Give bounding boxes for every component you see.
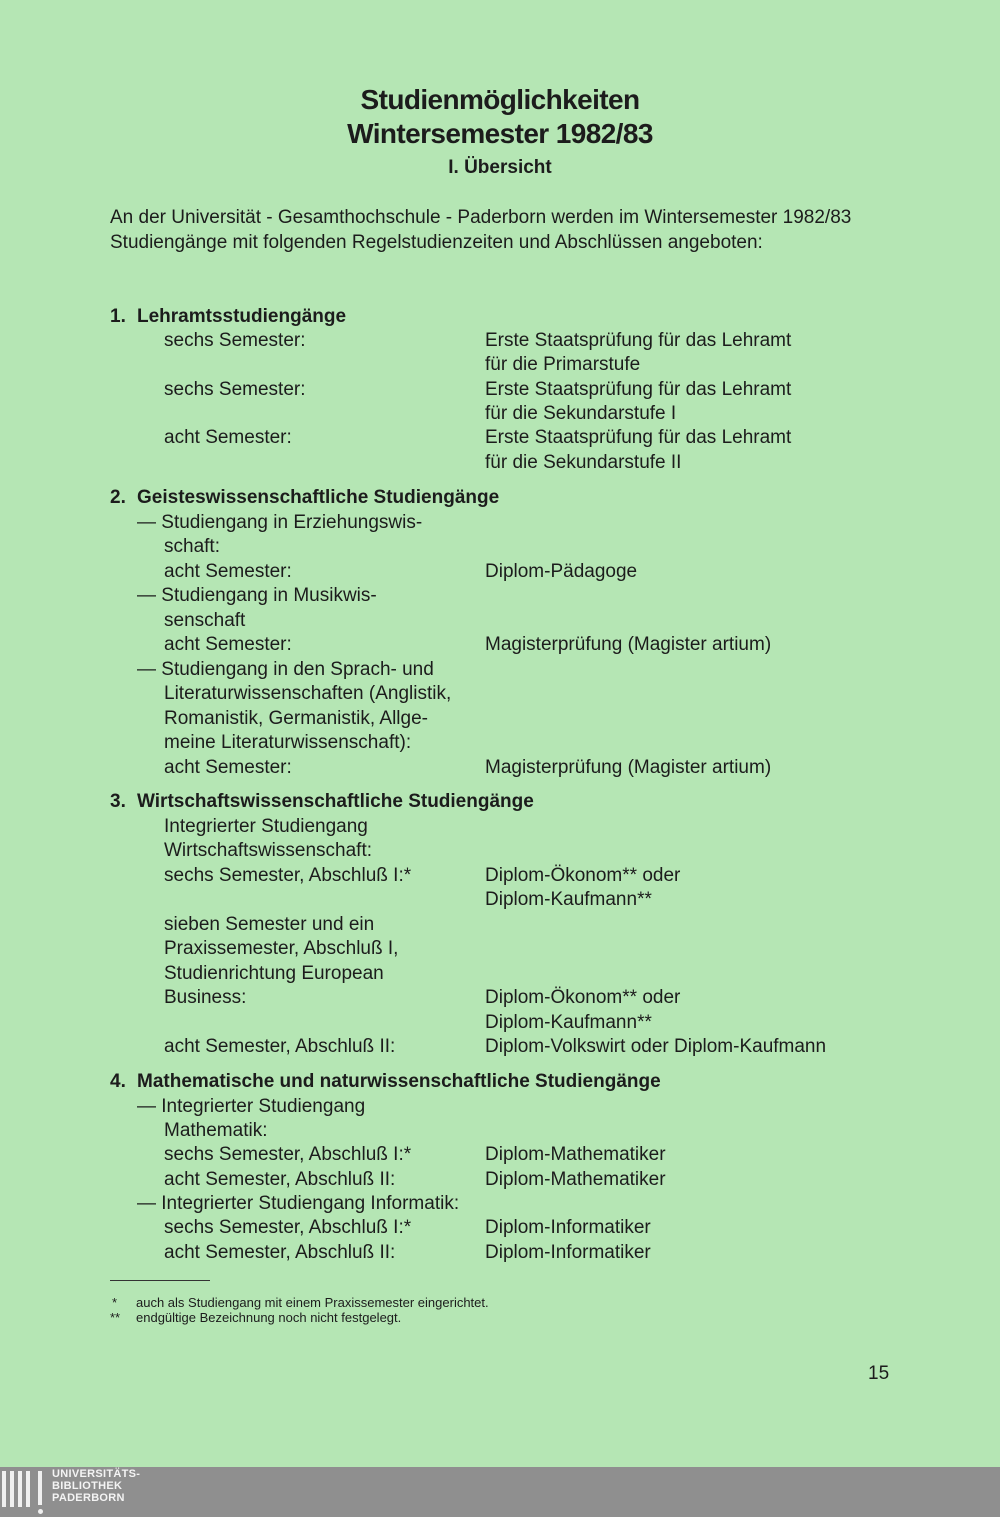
section-4-line: Diplom-Informatiker bbox=[485, 1217, 651, 1238]
section-2-line: — Studiengang in Erziehungswis- bbox=[137, 512, 423, 533]
section-3-line: Diplom-Kaufmann** bbox=[485, 889, 652, 910]
page-title-semester: Wintersemester 1982/83 bbox=[347, 118, 653, 149]
page-number: 15 bbox=[868, 1363, 890, 1384]
library-footer-bar bbox=[0, 1467, 1000, 1517]
section-2-number: 2. bbox=[110, 487, 126, 508]
section-1-line: sechs Semester: bbox=[164, 330, 306, 351]
footnote-mark: * bbox=[112, 1295, 118, 1310]
section-4-line: — Integrierter Studiengang Informatik: bbox=[137, 1193, 460, 1214]
section-4-line: acht Semester, Abschluß II: bbox=[164, 1242, 396, 1263]
footnote-text: endgültige Bezeichnung noch nicht festgelegt. bbox=[136, 1310, 402, 1325]
section-1-line: für die Sekundarstufe I bbox=[485, 403, 677, 424]
section-4-number: 4. bbox=[110, 1071, 126, 1092]
section-2-line: acht Semester: bbox=[164, 634, 292, 655]
section-1-line: acht Semester: bbox=[164, 427, 292, 448]
section-3-line: Praxissemester, Abschluß I, bbox=[164, 938, 399, 959]
footnote-mark: ** bbox=[110, 1310, 121, 1325]
section-3-line: Diplom-Volkswirt oder Diplom-Kaufmann bbox=[485, 1036, 827, 1057]
section-3-number: 3. bbox=[110, 791, 126, 812]
section-2-title: Geisteswissenschaftliche Studiengänge bbox=[137, 487, 500, 508]
page-subtitle: I. Übersicht bbox=[448, 157, 552, 178]
section-3-line: Business: bbox=[164, 987, 247, 1008]
section-2-line: schaft: bbox=[164, 536, 220, 557]
intro-paragraph: An der Universität - Gesamthochschule - Paderborn werden im Wintersemester 1982/83 Studiengänge mit folgenden Regelstudienzeiten und Abschlüssen angeboten: bbox=[110, 207, 852, 253]
library-logo-line: UNIVERSITÄTS- bbox=[52, 1468, 141, 1480]
section-3-line: Diplom-Ökonom** oder bbox=[485, 987, 681, 1008]
section-1-line: sechs Semester: bbox=[164, 379, 306, 400]
section-2-line: acht Semester: bbox=[164, 757, 292, 778]
section-3-line: sieben Semester und ein bbox=[164, 914, 375, 935]
section-4-line: Diplom-Mathematiker bbox=[485, 1144, 666, 1165]
library-logo-icon bbox=[0, 1471, 45, 1513]
section-4-line: Diplom-Informatiker bbox=[485, 1242, 651, 1263]
section-3-line: sechs Semester, Abschluß I:* bbox=[164, 865, 412, 886]
page-title: Studienmöglichkeiten bbox=[360, 84, 640, 115]
footnote-divider bbox=[110, 1280, 210, 1281]
section-2-line: Literaturwissenschaften (Anglistik, bbox=[164, 683, 452, 704]
library-logo-line: PADERBORN bbox=[52, 1492, 125, 1504]
section-1-line: Erste Staatsprüfung für das Lehramt bbox=[485, 330, 792, 351]
section-2-line: — Studiengang in den Sprach- und bbox=[137, 659, 434, 680]
section-4-line: Diplom-Mathematiker bbox=[485, 1169, 666, 1190]
section-2-line: Romanistik, Germanistik, Allge- bbox=[164, 708, 428, 729]
library-logo-line: BIBLIOTHEK bbox=[52, 1480, 123, 1492]
section-3-title: Wirtschaftswissenschaftliche Studiengänge bbox=[137, 791, 534, 812]
section-2-line: acht Semester: bbox=[164, 561, 292, 582]
section-3-line: acht Semester, Abschluß II: bbox=[164, 1036, 396, 1057]
section-1-line: für die Sekundarstufe II bbox=[485, 452, 682, 473]
section-4-title: Mathematische und naturwissenschaftliche Studiengänge bbox=[137, 1071, 661, 1092]
section-1-line: Erste Staatsprüfung für das Lehramt bbox=[485, 379, 792, 400]
section-2-line: Magisterprüfung (Magister artium) bbox=[485, 757, 772, 778]
section-1-line: für die Primarstufe bbox=[485, 354, 641, 375]
section-2-line: senschaft bbox=[164, 610, 246, 631]
section-3-line: Integrierter Studiengang bbox=[164, 816, 368, 837]
section-2-line: Magisterprüfung (Magister artium) bbox=[485, 634, 772, 655]
section-4-line: acht Semester, Abschluß II: bbox=[164, 1169, 396, 1190]
section-2-line: Diplom-Pädagoge bbox=[485, 561, 638, 582]
library-logo-text bbox=[52, 1468, 140, 1504]
section-2-line: meine Literaturwissenschaft): bbox=[164, 732, 412, 753]
section-4-line: sechs Semester, Abschluß I:* bbox=[164, 1144, 412, 1165]
section-3-line: Studienrichtung European bbox=[164, 963, 384, 984]
section-1-number: 1. bbox=[110, 306, 126, 327]
section-3-line: Wirtschaftswissenschaft: bbox=[164, 840, 372, 861]
section-4-line: — Integrierter Studiengang bbox=[137, 1096, 366, 1117]
section-1-title: Lehramtsstudiengänge bbox=[137, 306, 347, 327]
section-2-line: — Studiengang in Musikwis- bbox=[137, 585, 377, 606]
section-3-line: Diplom-Kaufmann** bbox=[485, 1012, 652, 1033]
section-3-line: Diplom-Ökonom** oder bbox=[485, 865, 681, 886]
section-1-line: Erste Staatsprüfung für das Lehramt bbox=[485, 427, 792, 448]
section-4-line: Mathematik: bbox=[164, 1120, 268, 1141]
footnote-text: auch als Studiengang mit einem Praxissemester eingerichtet. bbox=[136, 1295, 489, 1310]
section-4-line: sechs Semester, Abschluß I:* bbox=[164, 1217, 412, 1238]
